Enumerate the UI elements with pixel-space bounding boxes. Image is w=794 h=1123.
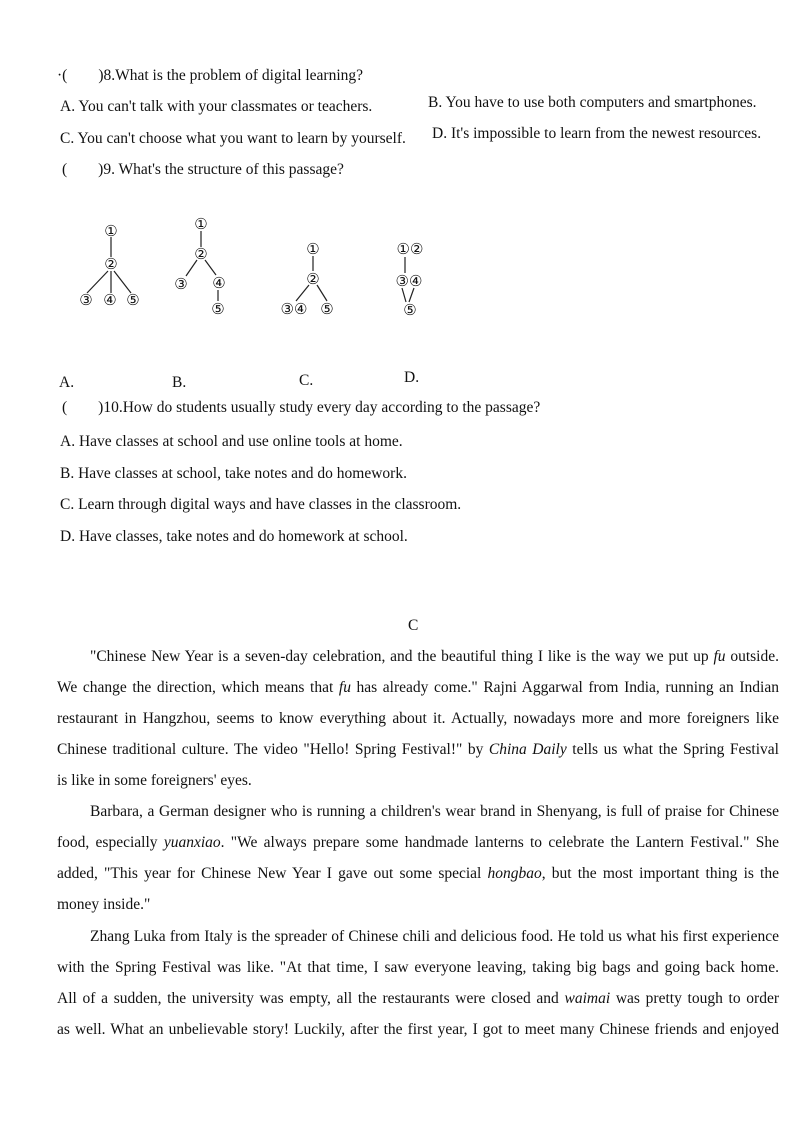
diagram-a-node-1: ①	[104, 224, 118, 240]
diagram-a-node-5: ⑤	[126, 293, 140, 309]
paragraph-1-line-1: "Chinese New Year is a seven-day celebration, and the beautiful thing I like is the way we put up fu outside.	[90, 648, 779, 665]
paragraph-2-line-1: Barbara, a German designer who is running a children's wear brand in Shenyang, is full of praise for Chinese	[90, 803, 779, 820]
passage-paragraph-1	[57, 641, 779, 796]
diagram-c-node-34: ③④	[280, 302, 308, 318]
diagram-b-node-2: ②	[194, 247, 208, 263]
diagram-d-node-34: ③④	[395, 274, 423, 290]
question-9-stem: ( )9. What's the structure of this passage?	[62, 161, 344, 178]
paragraph-2-line-2: food, especially yuanxiao. "We always prepare some handmade lanterns to celebrate the Lantern Festival." She	[57, 834, 779, 851]
section-c-heading: C	[408, 617, 419, 634]
question-10-option-a: A. Have classes at school and use online tools at home.	[60, 433, 403, 450]
diagram-b-node-1: ①	[194, 217, 208, 233]
question-10-option-d: D. Have classes, take notes and do homework at school.	[60, 528, 408, 545]
diagram-d-node-12: ①②	[396, 242, 424, 258]
question-10-stem: ( )10.How do students usually study every day according to the passage?	[62, 399, 541, 416]
passage-paragraph-2	[57, 796, 779, 920]
paragraph-1-line-4: Chinese traditional culture. The video "Hello! Spring Festival!" by China Daily tells us what the Spring Festival	[57, 741, 779, 758]
question-8-option-d: D. It's impossible to learn from the newest resources.	[432, 125, 762, 142]
paragraph-3-line-1: Zhang Luka from Italy is the spreader of Chinese chili and delicious food. He told us what his first experience	[90, 928, 779, 945]
structure-diagrams	[0, 205, 794, 335]
diagram-a-node-4: ④	[103, 293, 117, 309]
paragraph-3-line-4: as well. What an unbelievable story! Luckily, after the first year, I got to meet many Chinese friends and enjoyed	[57, 1021, 779, 1038]
question-8-option-c: C. You can't choose what you want to learn by yourself.	[60, 130, 406, 147]
paragraph-3-line-2: with the Spring Festival was like. "At that time, I saw everyone leaving, taking big bags and going back home.	[57, 959, 779, 976]
question-10-option-b: B. Have classes at school, take notes and do homework.	[60, 465, 407, 482]
paragraph-1-line-3: restaurant in Hangzhou, seems to know everything about it. Actually, nowadays more and more foreigners like	[57, 710, 779, 727]
paragraph-3-line-3: All of a sudden, the university was empty, all the restaurants were closed and waimai was pretty tough to order	[57, 990, 779, 1007]
paragraph-1-line-2: We change the direction, which means that fu has already come." Rajni Aggarwal from India, running an Indian	[57, 679, 779, 696]
diagram-b-node-4: ④	[212, 276, 226, 292]
question-10-option-c: C. Learn through digital ways and have classes in the classroom.	[60, 496, 462, 513]
passage-paragraph-3	[57, 921, 779, 1045]
diagram-a-node-2: ②	[104, 257, 118, 273]
diagram-c-node-1: ①	[306, 242, 320, 258]
diagram-c-node-5: ⑤	[320, 302, 334, 318]
diagram-b-node-3: ③	[174, 277, 188, 293]
question-8-stem: ·( )8.What is the problem of digital learning?	[57, 67, 364, 84]
paragraph-1-line-5: is like in some foreigners' eyes.	[57, 772, 252, 789]
question-8-option-a: A. You can't talk with your classmates or teachers.	[60, 98, 373, 115]
diagram-a-node-3: ③	[79, 293, 93, 309]
paragraph-2-line-3: added, "This year for Chinese New Year I gave out some special hongbao, but the most important thing is the	[57, 865, 779, 882]
question-8-option-b: B. You have to use both computers and smartphones.	[428, 94, 757, 111]
diagram-label-d: D.	[404, 369, 420, 386]
diagram-c-node-2: ②	[306, 272, 320, 288]
diagram-label-c: C.	[299, 372, 314, 389]
diagram-label-b: B.	[172, 374, 187, 391]
paragraph-2-line-4: money inside."	[57, 896, 151, 913]
diagram-label-a: A.	[59, 374, 75, 391]
diagram-d-node-5: ⑤	[403, 303, 417, 319]
diagram-b-node-5: ⑤	[211, 302, 225, 318]
